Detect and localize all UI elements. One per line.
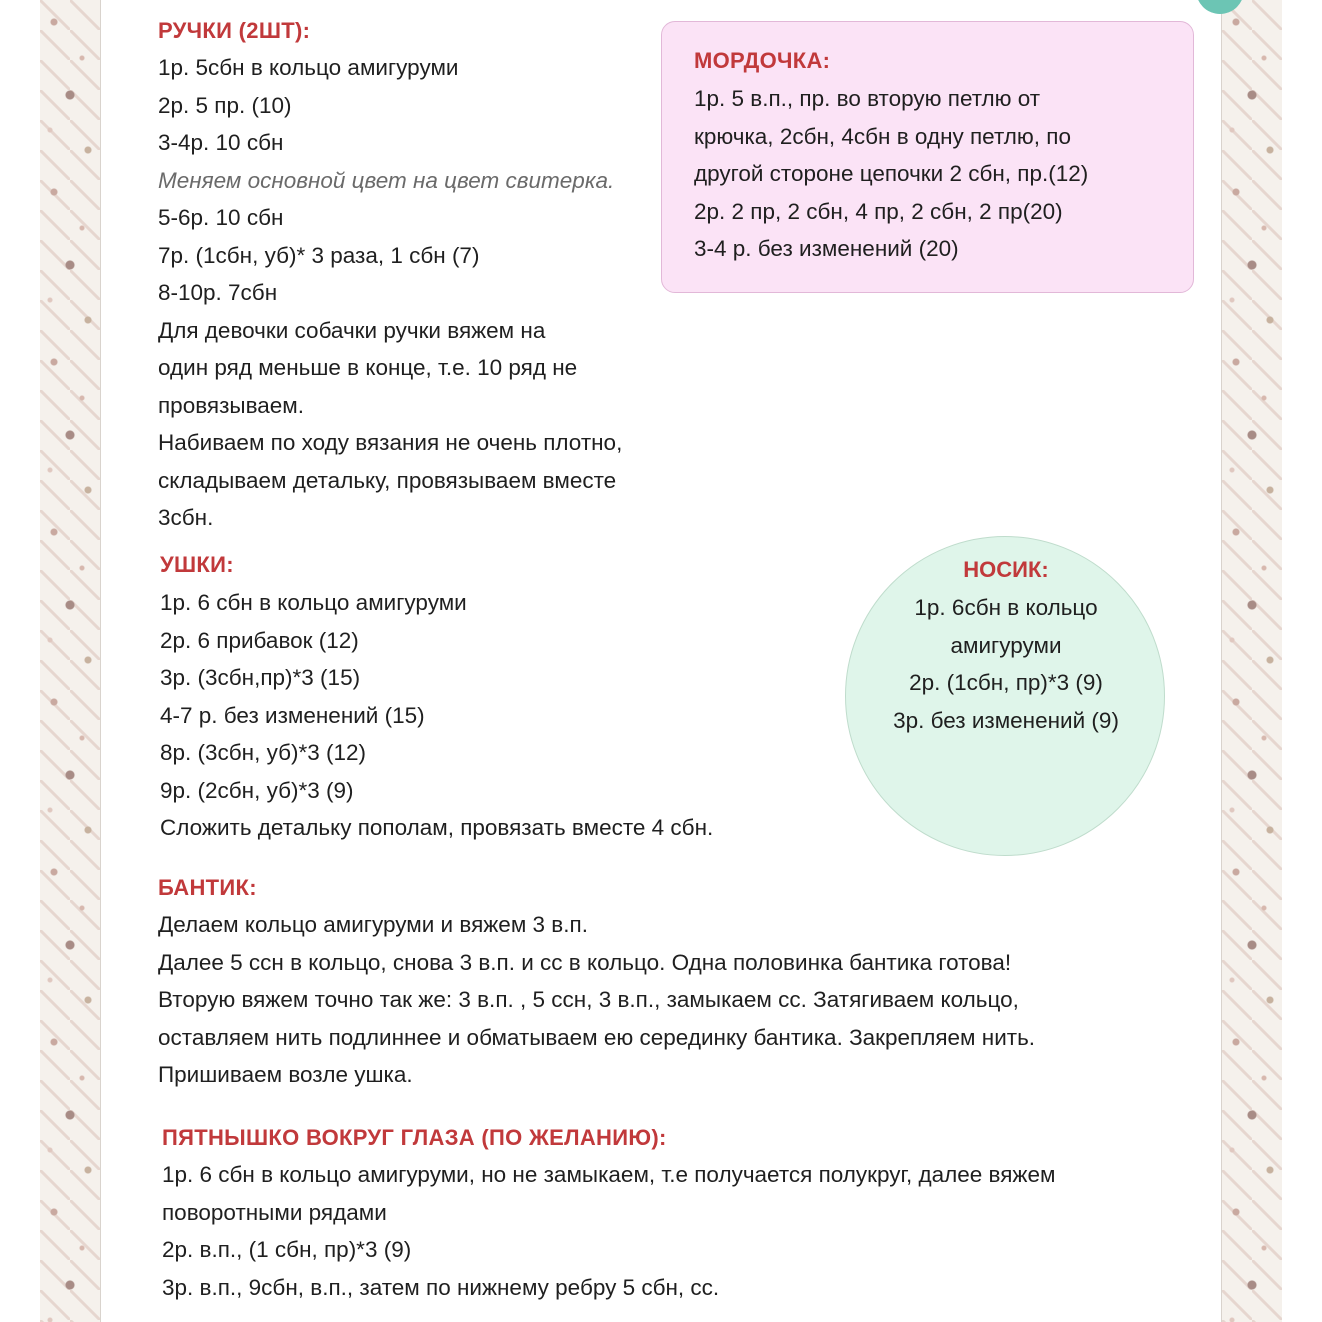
arms-heading: РУЧКИ (2ШТ): (158, 18, 311, 43)
nose-line: 1р. 6сбн в кольцо (914, 595, 1098, 620)
bow-line: Пришиваем возле ушка. (158, 1062, 413, 1087)
nose-line: амигуруми (950, 632, 1062, 658)
ears-line: 9р. (2сбн, уб)*3 (9) (160, 777, 354, 803)
ears-instructions (160, 584, 713, 847)
eye-patch-instructions (162, 1156, 1055, 1306)
arms-line: 3-4р. 10 сбн (158, 130, 284, 155)
ears-line: Сложить детальку пополам, провязать вместе 4 сбн. (160, 815, 714, 840)
ears-line: 8р. (3сбн, уб)*3 (12) (160, 740, 367, 765)
nose-line: 2р. (1сбн, пр)*3 (9) (909, 670, 1103, 695)
eye-patch-heading: ПЯТНЫШКО ВОКРУГ ГЛАЗА (ПО ЖЕЛАНИЮ): (162, 1125, 667, 1150)
eye-patch-line: 3р. в.п., 9сбн, в.п., затем по нижнему ребру 5 сбн, сс. (162, 1274, 720, 1300)
bow-line: Вторую вяжем точно так же: 3 в.п. , 5 ссн, 3 в.п., замыкаем сс. Затягиваем кольцо, (158, 987, 1019, 1012)
muzzle-instructions (694, 80, 1088, 268)
eye-patch-line: поворотными рядами (162, 1199, 387, 1225)
ears-line: 4-7 р. без изменений (15) (160, 702, 425, 728)
muzzle-heading: МОРДОЧКА: (694, 48, 831, 73)
muzzle-line: 2р. 2 пр, 2 сбн, 4 пр, 2 сбн, 2 пр(20) (694, 198, 1063, 224)
ears-line: 1р. 6 сбн в кольцо амигуруми (160, 590, 467, 615)
decorative-border-right (1222, 0, 1282, 1322)
content-divider-left (100, 0, 101, 1322)
arms-line: 1р. 5сбн в кольцо амигуруми (158, 55, 459, 80)
arms-instructions (158, 49, 622, 537)
muzzle-line: другой стороне цепочки 2 сбн, пр.(12) (694, 161, 1089, 186)
eye-patch-line: 2р. в.п., (1 сбн, пр)*3 (9) (162, 1237, 412, 1262)
arms-line: Набиваем по ходу вязания не очень плотно, (158, 430, 623, 455)
arms-line: складываем детальку, провязываем вместе (158, 467, 617, 493)
arms-line: 3сбн. (158, 505, 214, 530)
muzzle-line: крючка, 2сбн, 4сбн в одну петлю, по (694, 123, 1071, 149)
muzzle-box (661, 21, 1194, 293)
ears-line: 3р. (3сбн,пр)*3 (15) (160, 665, 361, 690)
arms-line: Для девочки собачки ручки вяжем на (158, 317, 546, 343)
arms-line: 5-6р. 10 сбн (158, 205, 284, 230)
arms-line: провязываем. (158, 392, 305, 418)
nose-line: 3р. без изменений (9) (893, 707, 1119, 733)
bow-instructions (158, 906, 1035, 1094)
arms-line-note: Меняем основной цвет на цвет свитерка. (158, 167, 615, 193)
ears-heading: УШКИ: (160, 552, 234, 577)
content-divider-right (1221, 0, 1222, 1322)
ears-line: 2р. 6 прибавок (12) (160, 627, 359, 653)
bow-line: Делаем кольцо амигуруми и вяжем 3 в.п. (158, 912, 588, 937)
decorative-border-left (40, 0, 100, 1322)
arms-line: 2р. 5 пр. (10) (158, 92, 292, 118)
arms-line: 8-10р. 7сбн (158, 280, 278, 305)
nose-instructions (846, 589, 1166, 739)
muzzle-line: 1р. 5 в.п., пр. во вторую петлю от (694, 86, 1041, 111)
arms-line: 7р. (1сбн, уб)* 3 раза, 1 сбн (7) (158, 242, 480, 268)
nose-circle (845, 536, 1165, 856)
bow-line: Далее 5 ссн в кольцо, снова 3 в.п. и сс в кольцо. Одна половинка бантика готова! (158, 949, 1012, 975)
bow-line: оставляем нить подлиннее и обматываем ею серединку бантика. Закрепляем нить. (158, 1024, 1036, 1050)
eye-patch-line: 1р. 6 сбн в кольцо амигуруми, но не замыкаем, т.е получается полукруг, далее вяжем (162, 1162, 1056, 1187)
muzzle-line: 3-4 р. без изменений (20) (694, 236, 959, 261)
arms-line: один ряд меньше в конце, т.е. 10 ряд не (158, 355, 578, 380)
bow-heading: БАНТИК: (158, 875, 257, 900)
nose-heading: НОСИК: (963, 557, 1049, 582)
